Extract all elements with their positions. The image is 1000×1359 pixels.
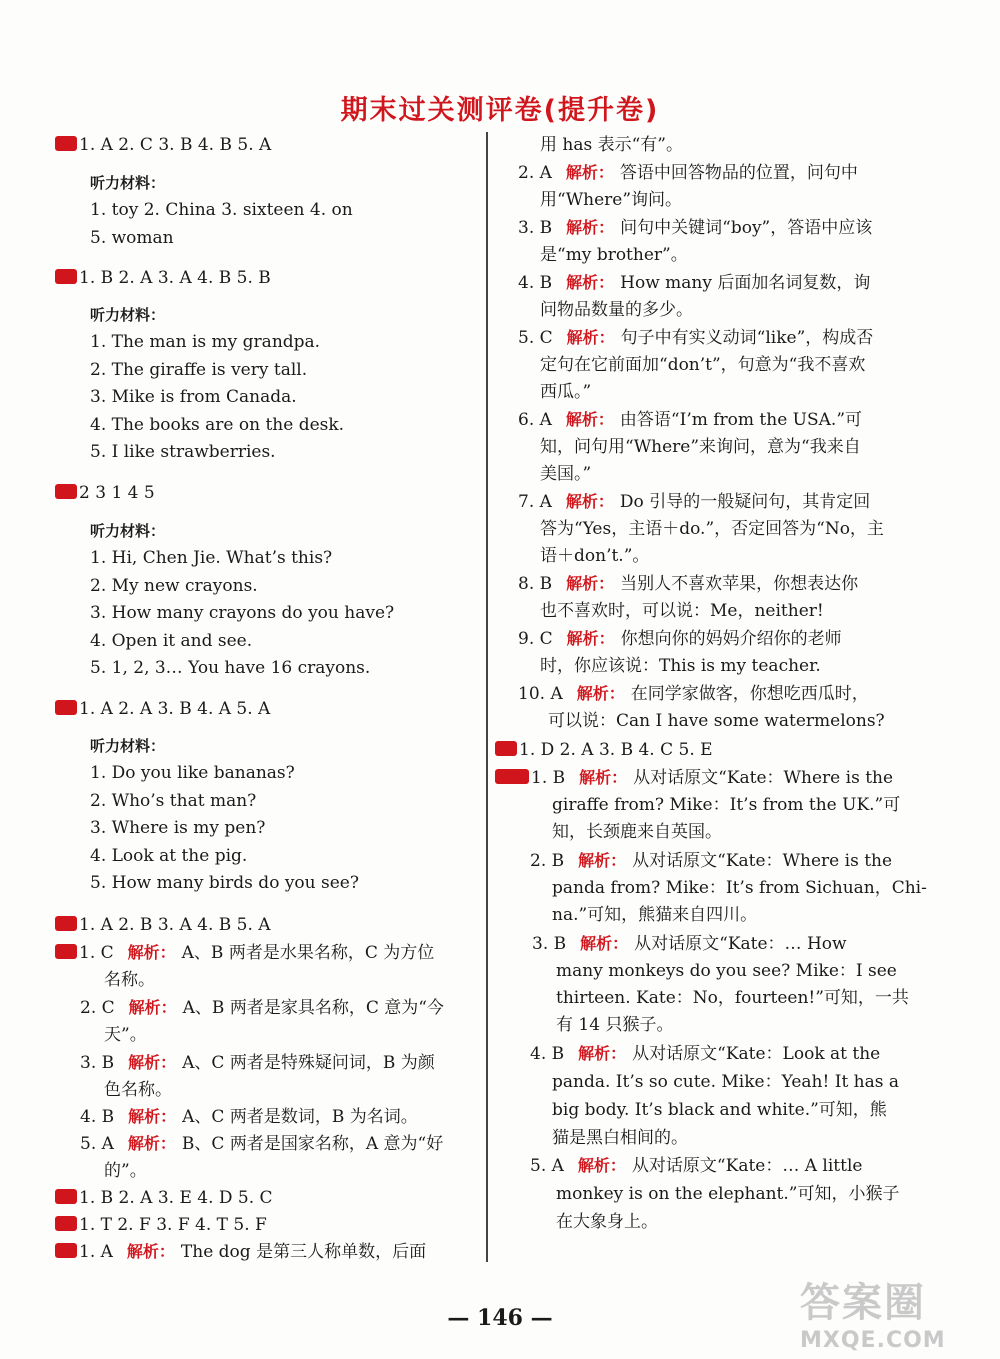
section-marker: [55, 944, 77, 959]
listening-line: 1. Hi, Chen Jie. What’s this?: [90, 548, 333, 568]
section-8-answers: 1. T 2. F 3. F 4. T 5. F: [55, 1214, 267, 1236]
section-marker: [55, 1243, 77, 1258]
analysis-line: 也不喜欢时，可以说：Me，neither!: [540, 601, 824, 621]
analysis-line: 问物品数量的多少。: [540, 300, 693, 320]
listening-line: 5. woman: [90, 228, 174, 248]
section-marker: [55, 916, 77, 931]
analysis-line: 用 has 表示“有”。: [540, 135, 683, 155]
analysis-line: 在大象身上。: [556, 1212, 658, 1232]
analysis-line: 知，长颈鹿来自英国。: [552, 822, 722, 842]
section-9-item: 10. A 解析： 在同学家做客，你想吃西瓜时，: [518, 684, 869, 704]
listening-line: 1. Do you like bananas?: [90, 763, 295, 783]
analysis-line: na.”可知，熊猫来自四川。: [552, 905, 758, 925]
analysis-line: thirteen. Kate：No，fourteen!”可知，一共: [556, 988, 909, 1008]
page-title: 期末过关测评卷(提升卷): [340, 95, 660, 126]
listening-label: 听力材料：: [90, 174, 166, 192]
section-marker: [55, 136, 77, 151]
section-4-answers: 1. A 2. A 3. B 4. A 5. A: [55, 698, 270, 720]
analysis-line: 时，你应该说：This is my teacher.: [540, 656, 821, 676]
section-11-item: 3. B 解析： 从对话原文“Kate：… How: [532, 934, 847, 954]
analysis-line: 有 14 只猴子。: [556, 1015, 674, 1035]
section-3-answers: 2 3 1 4 5: [55, 482, 155, 504]
section-9-item: 3. B 解析： 问句中关键词“boy”，答语中应该: [518, 218, 873, 238]
analysis-line: 是“my brother”。: [540, 245, 688, 265]
section-marker: [55, 700, 77, 715]
analysis-line: 的”。: [104, 1161, 147, 1181]
section-6-item: 2. C 解析： A、B 两者是家具名称，C 意为“今: [80, 998, 444, 1018]
listening-line: 1. The man is my grandpa.: [90, 332, 321, 352]
listening-line: 4. Open it and see.: [90, 631, 253, 651]
section-7-answers: 1. B 2. A 3. E 4. D 5. C: [55, 1187, 273, 1209]
analysis-line: big body. It’s black and white.”可知，熊: [552, 1100, 887, 1120]
analysis-line: many monkeys do you see? Mike：I see: [556, 961, 897, 981]
watermark-logo: 答案圈 MXQE.COM: [800, 1280, 946, 1353]
analysis-line: panda. It’s so cute. Mike：Yeah! It has a: [552, 1072, 900, 1092]
section-marker: [495, 769, 529, 784]
analysis-line: giraffe from? Mike：It’s from the UK.”可: [552, 795, 901, 815]
section-11-item: 2. B 解析： 从对话原文“Kate：Where is the: [530, 851, 893, 871]
analysis-line: 名称。: [104, 970, 155, 990]
section-6-item: 3. B 解析： A、C 两者是特殊疑问词，B 为颜: [80, 1053, 435, 1073]
analysis-line: 天”。: [104, 1025, 147, 1045]
section-6-item: 5. A 解析： B、C 两者是国家名称，A 意为“好: [80, 1134, 444, 1154]
listening-label: 听力材料：: [90, 737, 166, 755]
section-marker: [495, 741, 517, 756]
analysis-line: 答为“Yes，主语＋do.”，否定回答为“No，主: [540, 519, 884, 539]
section-9-item: 2. A 解析： 答语中回答物品的位置，问句中: [518, 163, 858, 183]
listening-line: 3. Where is my pen?: [90, 818, 266, 838]
listening-label: 听力材料：: [90, 306, 166, 324]
analysis-line: 知，问句用“Where”来询问，意为“我来自: [540, 437, 861, 457]
section-11-item: 4. B 解析： 从对话原文“Kate：Look at the: [530, 1044, 881, 1064]
listening-line: 4. The books are on the desk.: [90, 415, 345, 435]
listening-line: 1. toy 2. China 3. sixteen 4. on: [90, 200, 353, 220]
section-6-item: 4. B 解析： A、C 两者是数词，B 为名词。: [80, 1107, 418, 1127]
section-6-item: 1. C 解析： A、B 两者是水果名称，C 为方位: [55, 942, 434, 964]
section-2-answers: 1. B 2. A 3. A 4. B 5. B: [55, 267, 271, 289]
section-11-item: 5. A 解析： 从对话原文“Kate：… A little: [530, 1156, 863, 1176]
analysis-line: 猫是黑白相间的。: [552, 1128, 688, 1148]
listening-label: 听力材料：: [90, 522, 166, 540]
analysis-line: 美国。”: [540, 464, 592, 484]
listening-line: 5. 1, 2, 3… You have 16 crayons.: [90, 658, 371, 678]
analysis-line: 语＋don’t.”。: [540, 546, 650, 566]
section-10-answers: 1. D 2. A 3. B 4. C 5. E: [495, 739, 713, 761]
listening-line: 5. How many birds do you see?: [90, 873, 359, 893]
analysis-line: panda from? Mike：It’s from Sichuan，Chi-: [552, 878, 927, 898]
section-9-item: 5. C 解析： 句子中有实义动词“like”，构成否: [518, 328, 874, 348]
analysis-line: monkey is on the elephant.”可知，小猴子: [556, 1184, 900, 1204]
section-9-item: 6. A 解析： 由答语“I’m from the USA.”可: [518, 410, 863, 430]
section-1-answers: 1. A 2. C 3. B 4. B 5. A: [55, 134, 271, 156]
listening-line: 3. How many crayons do you have?: [90, 603, 395, 623]
listening-line: 3. Mike is from Canada.: [90, 387, 297, 407]
listening-line: 2. Who’s that man?: [90, 791, 257, 811]
section-5-answers: 1. A 2. B 3. A 4. B 5. A: [55, 914, 271, 936]
section-marker: [55, 484, 77, 499]
section-marker: [55, 269, 77, 284]
listening-line: 4. Look at the pig.: [90, 846, 248, 866]
analysis-line: 用“Where”询问。: [540, 190, 683, 210]
section-9-item: 8. B 解析： 当别人不喜欢苹果，你想表达你: [518, 574, 859, 594]
section-marker: [55, 1189, 77, 1204]
listening-line: 2. My new crayons.: [90, 576, 258, 596]
analysis-line: 西瓜。”: [540, 382, 592, 402]
analysis-line: 色名称。: [104, 1080, 172, 1100]
page-number: — 146 —: [447, 1305, 553, 1331]
analysis-line: 可以说：Can I have some watermelons?: [548, 711, 885, 731]
listening-line: 2. The giraffe is very tall.: [90, 360, 308, 380]
section-9-item: 4. B 解析： How many 后面加名词复数，询: [518, 273, 871, 293]
section-11-item: 1. B 解析： 从对话原文“Kate：Where is the: [495, 767, 893, 789]
analysis-line: 定句在它前面加“don’t”，句意为“我不喜欢: [540, 355, 866, 375]
section-9-item: 9. C 解析： 你想向你的妈妈介绍你的老师: [518, 629, 842, 649]
section-9-item: 7. A 解析： Do 引导的一般疑问句，其肯定回: [518, 492, 871, 512]
section-9-item: 1. A 解析： The dog 是第三人称单数，后面: [55, 1241, 426, 1263]
section-marker: [55, 1216, 77, 1231]
column-divider: [486, 132, 488, 1262]
listening-line: 5. I like strawberries.: [90, 442, 276, 462]
